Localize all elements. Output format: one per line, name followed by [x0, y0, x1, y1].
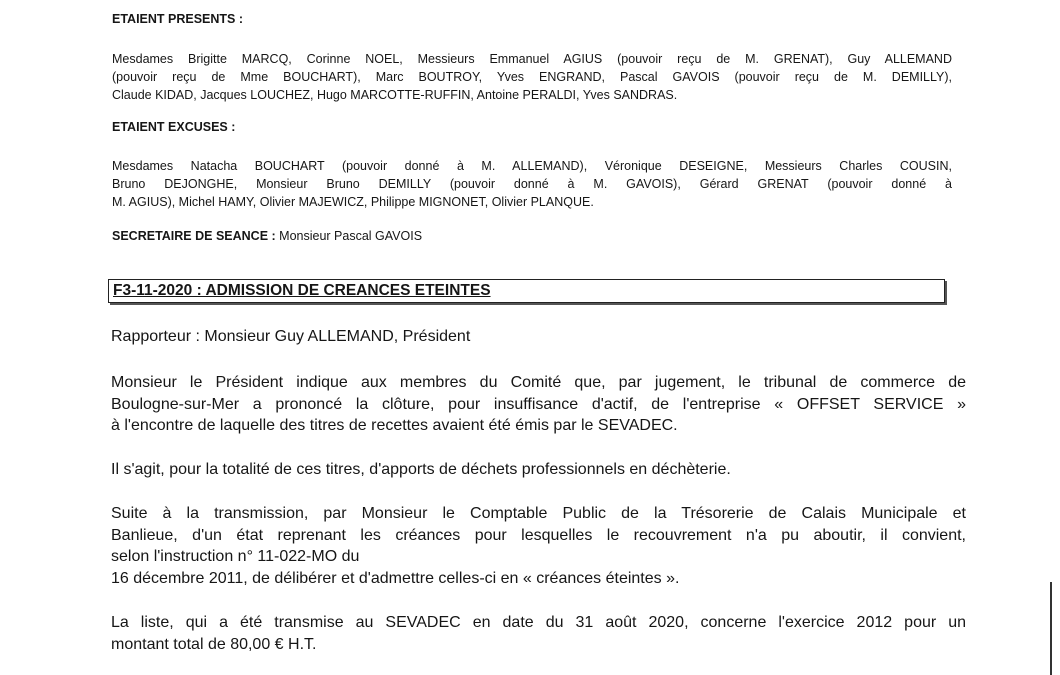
presents-line: (pouvoir reçu de Mme BOUCHART), Marc BOUTROY, Yves ENGRAND, Pascal GAVOIS (pouvoir reçu de M. DEMILLY), [112, 70, 952, 84]
excuses-heading: ETAIENT EXCUSES : [112, 120, 236, 134]
section-title-box [108, 279, 945, 303]
paragraph-line: à l'encontre de laquelle des titres de recettes avaient été émis par le SEVADEC. [111, 417, 678, 434]
paragraph-line: Boulogne-sur-Mer a prononcé la clôture, pour insuffisance d'actif, de l'entreprise « OFFSET SERVICE » [111, 395, 966, 413]
paragraph-line: Suite à la transmission, par Monsieur le Comptable Public de la Trésorerie de Calais Municipale et [111, 505, 966, 522]
section-title: F3-11-2020 : ADMISSION DE CREANCES ETEINTES [113, 282, 491, 299]
paragraph-line: 16 décembre 2011, de délibérer et d'admettre celles-ci en « créances éteintes ». [111, 569, 680, 587]
paragraph-line: Monsieur le Président indique aux membres du Comité que, par jugement, le tribunal de commerce de [111, 374, 966, 391]
paragraph-line: montant total de 80,00 € H.T. [111, 635, 317, 653]
presents-line: Mesdames Brigitte MARCQ, Corinne NOEL, Messieurs Emmanuel AGIUS (pouvoir reçu de M. GRENAT), Guy ALLEMAND [112, 52, 952, 66]
paragraph-3 [111, 503, 966, 589]
paragraph-line: La liste, qui a été transmise au SEVADEC en date du 31 août 2020, concerne l'exercice 2012 pour un [111, 614, 966, 631]
paragraph-line: selon l'instruction n° 11-022-MO du [111, 548, 360, 565]
scan-edge-mark [1050, 582, 1052, 675]
paragraph-line: Banlieue, d'un état reprenant les créances pour lesquelles le recouvrement n'a pu aboutir, il convient, [111, 526, 966, 544]
presents-line: Claude KIDAD, Jacques LOUCHEZ, Hugo MARCOTTE-RUFFIN, Antoine PERALDI, Yves SANDRAS. [112, 88, 678, 102]
excuses-line: Mesdames Natacha BOUCHART (pouvoir donné à M. ALLEMAND), Véronique DESEIGNE, Messieurs Charles COUSIN, [112, 159, 952, 173]
excuses-line: Bruno DEJONGHE, Monsieur Bruno DEMILLY (pouvoir donné à M. GAVOIS), Gérard GRENAT (pouvoir donné à [112, 177, 952, 191]
presents-heading: ETAIENT PRESENTS : [112, 12, 244, 26]
secretaire-line [112, 227, 952, 245]
paragraph-2: Il s'agit, pour la totalité de ces titres, d'apports de déchets professionnels en déchèterie. [111, 461, 731, 478]
excuses-list [112, 157, 952, 211]
rapporteur: Rapporteur : Monsieur Guy ALLEMAND, Président [111, 328, 471, 345]
secretaire-label: SECRETAIRE DE SEANCE : [112, 229, 276, 243]
paragraph-1 [111, 372, 966, 437]
presents-list [112, 50, 952, 104]
paragraph-4 [111, 612, 966, 655]
excuses-line: M. AGIUS), Michel HAMY, Olivier MAJEWICZ, Philippe MIGNONET, Olivier PLANQUE. [112, 195, 594, 209]
secretaire-name: Monsieur Pascal GAVOIS [279, 229, 423, 243]
